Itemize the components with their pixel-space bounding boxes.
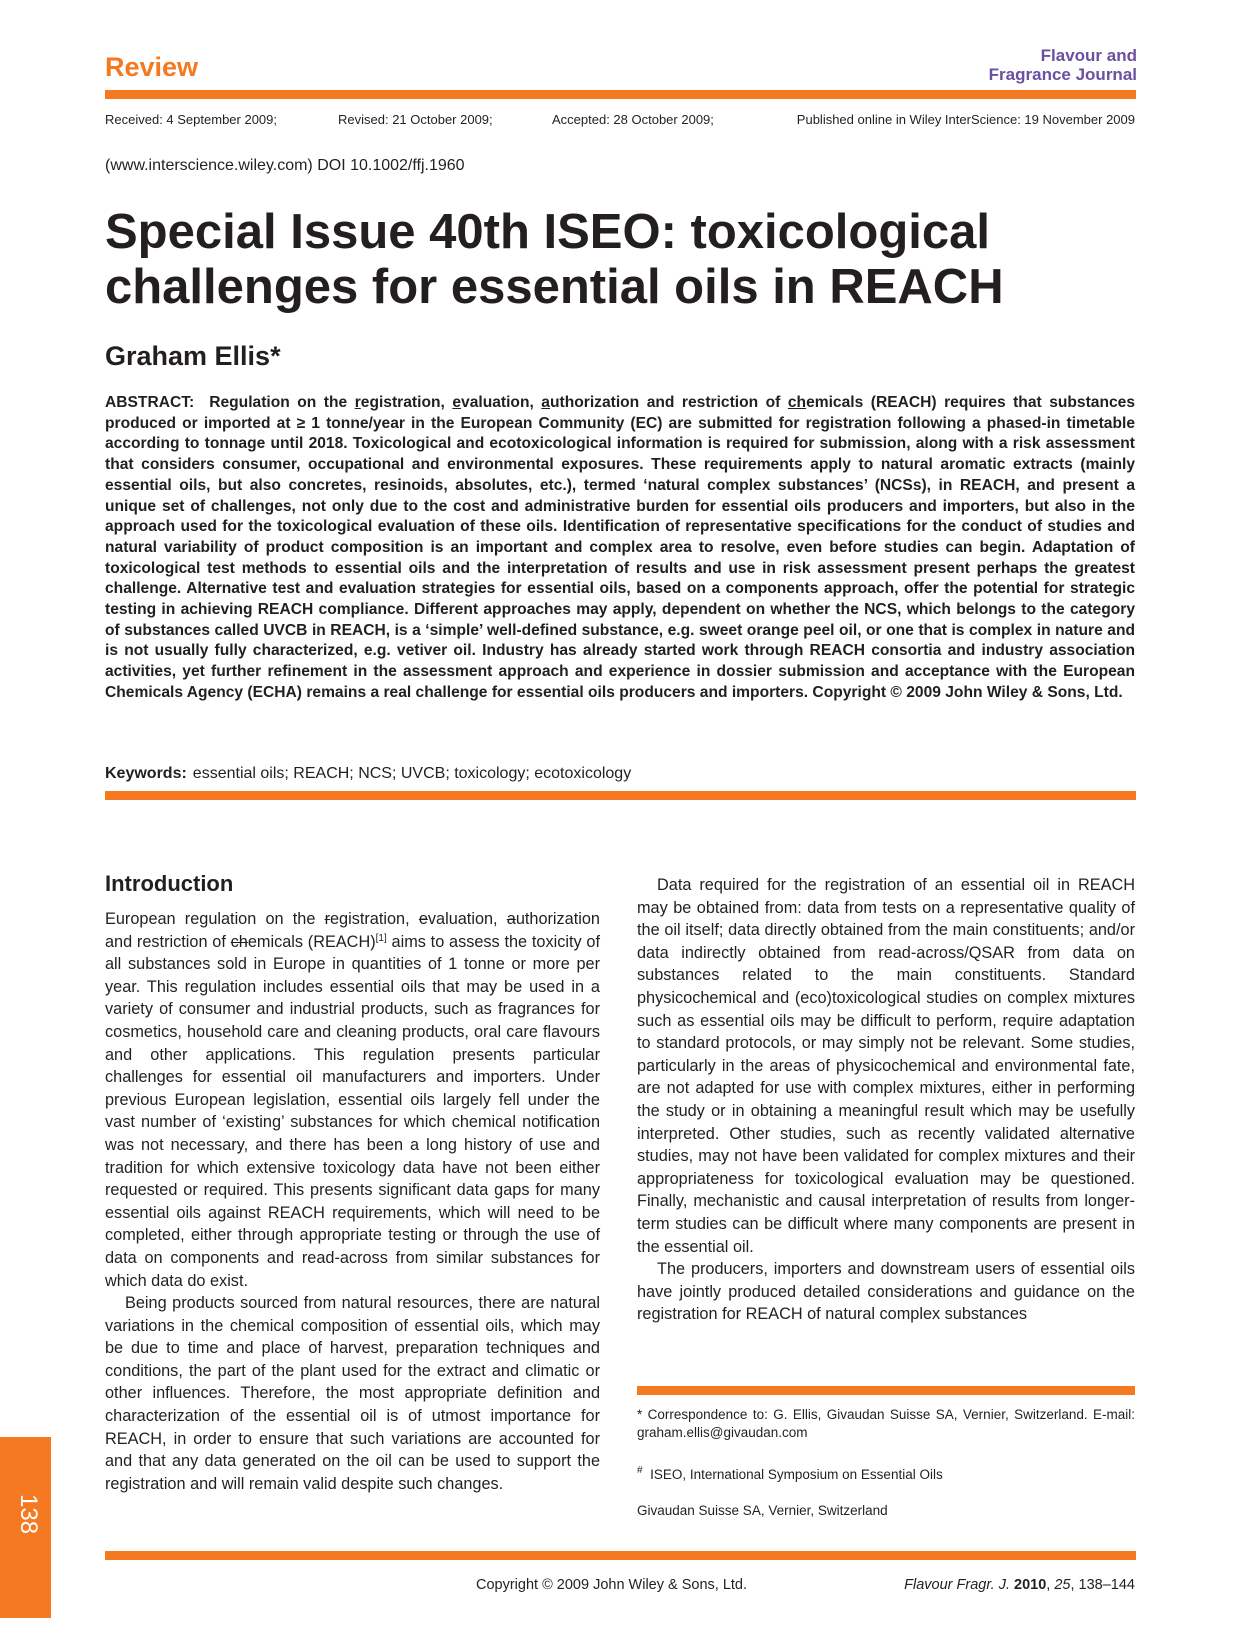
abstract-a: a <box>541 394 550 411</box>
title-line-1: Special Issue 40th ISEO: toxicological <box>105 205 991 259</box>
abstract-t2: valuation, <box>461 394 542 411</box>
iseo-footnote <box>637 1466 1135 1484</box>
journal-logo-line1: Flavour and <box>1040 46 1137 65</box>
intro-p1-rest: aims to assess the toxicity of all substances sold in Europe in quantities of 1 tonne or more per year. This regulation includes essential oils that may be used in a variety of consumer and industrial products, such as fragrances for cosmetics, household care and cleaning products, oral care flavours and other applications. This regulation presents particular challenges for essential oil manufacturers and importers. Under previous European legislation, essential oils largely fell under the vast number of ‘existing’ substances for which chemical notification was not necessary, and there has been a long history of use and tradition for which extensive toxicology data have not been either requested or required. This presents significant data gaps for many essential oils against REACH requirements, which will need to be completed, either through appropriate testing or through the use of data on components and read-across from similar substances for which data do exist. <box>105 932 600 1290</box>
header-rule <box>105 90 1136 99</box>
journal-citation: Flavour Fragr. J. 2010, 25, 138–144 <box>904 1577 1135 1593</box>
date-received: Received: 4 September 2009; <box>105 112 277 127</box>
intro-p1-e2: emicals (REACH) <box>247 932 376 951</box>
abstract-body: emicals (REACH) requires that substances produced or imported at ≥ 1 tonne/year in the European Community (EC) are submitted for registration following a phased-in timetable according to tonnage until 2018. Toxicological and ecotoxicological information is required for submission, along with a risk assessment that considers consumer, occupational and environmental exposures. These requirements apply to natural aromatic extracts (mainly essential oils, but also concretes, resinoids, absolutes, etc.), termed ‘natural complex substances’ (NCSs), in REACH, and present a unique set of challenges, not only due to the cost and administrative burden for essential oils producers and importers, but also in the approach used for the toxicological evaluation of these oils. Identification of representative specifications for the conduct of studies and natural variability of product composition is an important and complex area to resolve, even before studies can begin. Adaptation of toxicological test methods to essential oils and the interpretation of results and use in risk assessment present perhaps the greatest challenge. Alternative test and evaluation strategies for essential oils, based on a components approach, offer the potential for strategic testing in achieving REACH compliance. Different approaches may apply, dependent on whether the NCS, which belongs to the category of substances called UVCB in REACH, is a ‘simple’ well-defined substance, e.g. sweet orange peel oil, or one that is complex in nature and is not usually fully characterized, e.g. vetiver oil. Industry has already started work through REACH consortia and industry association activities, yet further refinement in the assessment approach and experience in dossier submission and acceptance with the European Chemicals Agency (ECHA) remains a real challenge for essential oils producers and importers. Copyright © 2009 John Wiley & Sons, Ltd. <box>105 394 1135 701</box>
journal-logo-line2: Fragrance Journal <box>988 65 1137 84</box>
right-column <box>637 874 1135 1326</box>
iseo-text: ISEO, International Symposium on Essential Oils <box>650 1467 943 1482</box>
journal-abbrev: Flavour Fragr. J. <box>904 1577 1010 1593</box>
left-column <box>105 908 600 1495</box>
date-accepted: Accepted: 28 October 2009; <box>552 112 714 127</box>
intro-p1-c: valuation, <box>427 910 507 928</box>
intro-p1-au: a <box>506 910 516 928</box>
journal-logo <box>989 46 1137 84</box>
intro-p1-r: r <box>324 910 330 928</box>
intro-paragraph-2: Being products sourced from natural resources, there are natural variations in the chemical composition of essential oils, which may be due to time and place of harvest, preparation techniques and conditions, the part of the plant used for the extract and climatic or other influences. Therefore, the most appropriate definition and characterization of the essential oil is of utmost importance for REACH, in order to ensure that such variations are accounted for and that any data generated on the oil can be used to support the registration and will remain valid despite such changes. <box>105 1294 600 1493</box>
intro-p1-ch: ch <box>230 932 248 951</box>
abstract-t1: egistration, <box>360 394 453 411</box>
page-number: 138 <box>15 1494 42 1535</box>
citation-ref-1[interactable]: [1] <box>375 932 387 944</box>
author-name: Graham Ellis* <box>105 341 281 371</box>
keywords-text: essential oils; REACH; NCS; UVCB; toxicology; ecotoxicology <box>192 765 632 782</box>
right-paragraph-2: The producers, importers and downstream users of essential oils have jointly produced detailed considerations and guidance on the registration for REACH of natural complex substances <box>637 1260 1135 1324</box>
date-published: Published online in Wiley InterScience: 19 November 2009 <box>796 112 1135 127</box>
footnote-rule <box>637 1386 1135 1395</box>
abstract-label: ABSTRACT: <box>105 394 195 411</box>
intro-p1-d: uthorization and restriction of <box>105 910 600 951</box>
citation-pages: , 138–144 <box>1070 1577 1135 1593</box>
introduction-heading: Introduction <box>105 871 234 896</box>
correspondence-footnote: * Correspondence to: G. Ellis, Givaudan Suisse SA, Vernier, Switzerland. E-mail: graham.ellis@givaudan.com <box>637 1407 1135 1440</box>
abstract-t3: uthorization and restriction of <box>549 394 788 411</box>
section-label: Review <box>105 52 199 82</box>
abstract <box>105 393 1135 704</box>
intro-p1-e: e <box>418 910 428 928</box>
abstract-ch: ch <box>787 394 807 411</box>
abstract-e: e <box>452 394 462 411</box>
doi[interactable]: (www.interscience.wiley.com) DOI 10.1002/ffj.1960 <box>105 157 465 174</box>
intro-paragraph-1 <box>105 908 600 1292</box>
affiliation-footnote: Givaudan Suisse SA, Vernier, Switzerland <box>637 1503 888 1518</box>
abstract-lead: Regulation on the <box>209 394 355 411</box>
copyright-notice: Copyright © 2009 John Wiley & Sons, Ltd. <box>476 1577 748 1593</box>
intro-p1-b: egistration, <box>329 910 419 928</box>
citation-volume: 25 <box>1054 1577 1071 1593</box>
date-revised: Revised: 21 October 2009; <box>338 112 493 127</box>
article-title <box>105 205 1135 315</box>
right-paragraph-1: Data required for the registration of an essential oil in REACH may be obtained from: data from tests on a representative quality of the oil itself; data directly obtained from the main constituents; and/or data indirectly obtained from read-across/QSAR from data on substances related to the main constituents. Standard physicochemical and (eco)toxicological studies on complex mixtures such as essential oils may be difficult to perform, require adaptation to standard protocols, or may simply not be relevant. Some studies, particularly in the areas of physicochemical and environmental fate, are not adapted for use with complex mixtures, either in performing the study or in obtaining a meaningful result which may be usefully interpreted. Other studies, such as recently validated alternative studies, may not have been validated for complex mixtures and their appropriateness for toxicological evaluation may be questioned. Finally, mechanistic and causal interpretation of results from longer-term studies can be difficult where many components are present in the essential oil. <box>637 876 1135 1256</box>
footer-rule <box>105 1551 1136 1560</box>
keywords <box>105 765 631 783</box>
citation-year: 2010 <box>1014 1577 1047 1593</box>
intro-p1-a: European regulation on the <box>105 910 325 928</box>
abstract-rule <box>105 791 1136 800</box>
iseo-mark: # <box>637 1465 643 1476</box>
abstract-r: r <box>354 394 361 411</box>
title-line-2: challenges for essential oils in REACH <box>105 260 1004 314</box>
keywords-label: Keywords: <box>105 765 187 782</box>
